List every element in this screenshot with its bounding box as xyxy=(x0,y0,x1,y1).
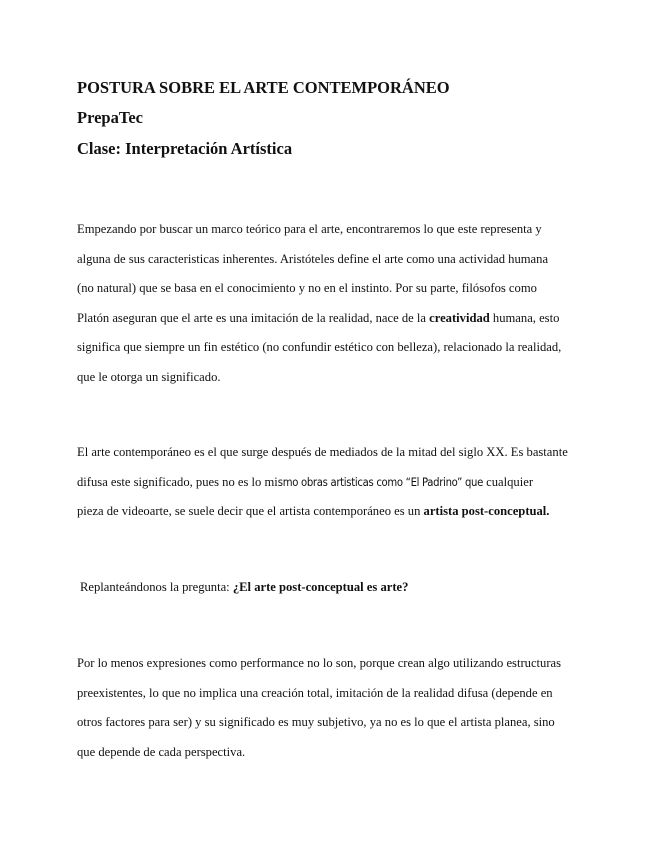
paragraph-line: preexistentes, lo que no implica una creación total, imitación de la realidad difusa (depende en xyxy=(77,685,553,700)
paragraph-conclusion xyxy=(77,649,597,767)
sans-text-run: smo obras artisticas como “El Padrino” que xyxy=(277,475,484,489)
paragraph-question xyxy=(80,573,600,603)
paragraph-line: Por lo menos expresiones como performance no lo son, porque crean algo utilizando estructuras xyxy=(77,656,562,670)
paragraph-line: que depende de cada perspectiva. xyxy=(77,744,246,759)
class-line: Clase: Interpretación Artística xyxy=(77,139,293,158)
bold-term-post-conceptual: artista post-conceptual. xyxy=(423,504,550,519)
document-title: POSTURA SOBRE EL ARTE CONTEMPORÁNEO xyxy=(77,78,450,97)
text-run: Replanteándonos la pregunta: xyxy=(80,580,233,594)
paragraph-line: alguna de sus caracteristicas inherentes. Aristóteles define el arte como una actividad humana xyxy=(77,251,549,266)
paragraph-theoretical-framework xyxy=(77,215,597,393)
paragraph-line xyxy=(80,573,600,603)
text-run: difusa este significado, pues no es lo mi xyxy=(77,474,278,489)
paragraph-line xyxy=(77,497,597,527)
text-run: pieza de videoarte, se suele decir que el artista contemporáneo es un xyxy=(77,504,424,519)
school-name: PrepaTec xyxy=(77,108,143,127)
paragraph-line: significa que siempre un fin estético (no confundir estético con belleza), relacionado la realidad, xyxy=(77,340,562,355)
paragraph-line: otros factores para ser) y su significado es muy subjetivo, ya no es lo que el artista planea, sino xyxy=(77,715,555,730)
paragraph-line xyxy=(77,468,597,498)
bold-question: ¿El arte post-conceptual es arte? xyxy=(232,580,409,594)
bold-term-creatividad: creatividad xyxy=(429,310,490,325)
paragraph-line xyxy=(77,304,597,334)
paragraph-line: (no natural) que se basa en el conocimiento y no en el instinto. Por su parte, filósofos como xyxy=(77,281,537,296)
text-run: humana, esto xyxy=(489,310,560,325)
paragraph-contemporary-art xyxy=(77,438,597,527)
paragraph-line: Empezando por buscar un marco teórico para el arte, encontraremos lo que este representa y xyxy=(77,222,542,236)
text-run: cualquier xyxy=(483,474,534,489)
paragraph-line: El arte contemporáneo es el que surge después de mediados de la mitad del siglo XX. Es bastante xyxy=(77,445,568,459)
text-run: Platón aseguran que el arte es una imitación de la realidad, nace de la xyxy=(77,310,430,325)
paragraph-line: que le otorga un significado. xyxy=(77,369,221,384)
